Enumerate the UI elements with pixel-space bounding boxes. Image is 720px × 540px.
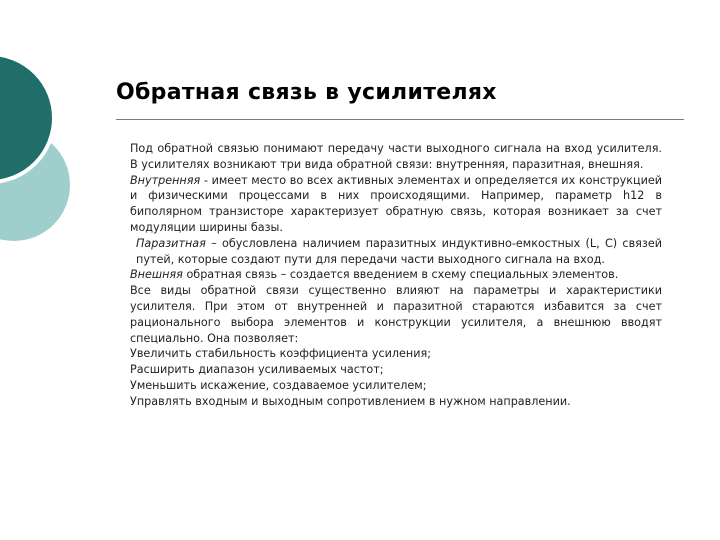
title-divider xyxy=(116,119,684,120)
term-parasitic: Паразитная xyxy=(136,236,206,250)
slide-body xyxy=(130,141,662,410)
slide-title: Обратная связь в усилителях xyxy=(116,80,497,105)
decorative-circles xyxy=(0,0,90,300)
list-item: Уменьшить искажение, создаваемое усилителем; xyxy=(130,378,427,392)
list-item: Увеличить стабильность коэффициента усиления; xyxy=(130,347,431,361)
list-item: Расширить диапазон усиливаемых частот; xyxy=(130,363,384,377)
effects-paragraph: Все виды обратной связи существенно влияют на параметры и характеристики усилителя. При этом от внутренней и паразитной стараются избавится за счет рационального выбора элементов и конструкции усилителя, а внешнюю вводят специально. Она позволяет: xyxy=(130,284,662,345)
external-feedback-paragraph: Внешняя обратная связь – создается введением в схему специальных элементов. xyxy=(130,268,619,282)
term-internal: Внутренняя xyxy=(130,173,201,187)
parasitic-feedback-paragraph: Паразитная – обусловлена наличием паразитных индуктивно-емкостных (L, C) связей путей, которые создают пути для передачи части выходного сигнала на вход. xyxy=(136,236,662,266)
list-item: Управлять входным и выходным сопротивлением в нужном направлении. xyxy=(130,394,571,408)
internal-feedback-paragraph: Внутренняя - имеет место во всех активных элементах и определяется их конструкцией и физическими процессами в них происходящими. Например, параметр h12 в биполярном транзисторе характеризует обратную связь, которая возникает за счет модуляции ширины базы. xyxy=(130,173,662,234)
term-external: Внешняя xyxy=(130,268,183,282)
intro-paragraph: Под обратной связью понимают передачу части выходного сигнала на вход усилителя. В усилителях возникают три вида обратной связи: внутренняя, паразитная, внешняя. xyxy=(130,142,662,171)
